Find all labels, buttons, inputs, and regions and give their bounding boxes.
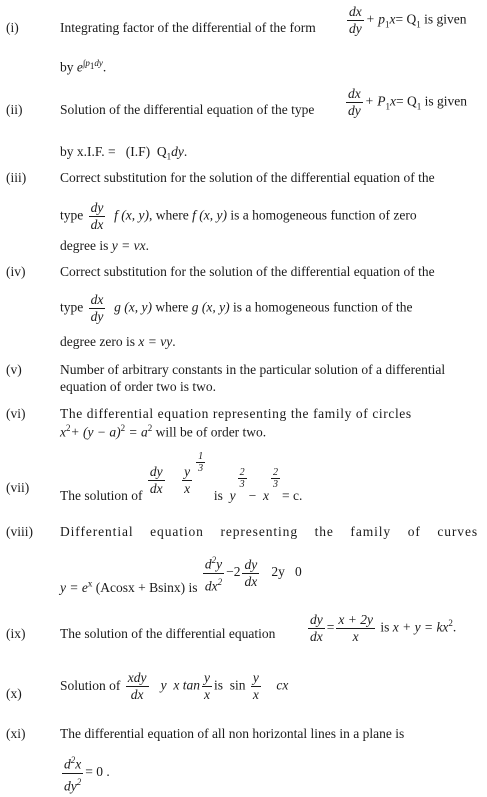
- fraction: $\frac{x + 2y}{x}$: [338, 612, 373, 644]
- fraction: $\frac{dy}{dx}$: [244, 556, 258, 589]
- statement-text: The solution of the differential equation: [60, 626, 276, 641]
- statement-text: $y = e^x$ (Acosx + Bsinx) is $\frac{d^2y}{dx^2}$ −2 $\frac{dy}{dx}$ 2y 0: [60, 552, 302, 594]
- statement-text: by $e^{\int p_1dy}$.: [60, 58, 107, 75]
- fraction: $\frac{dy}{dx}$: [90, 200, 104, 232]
- fraction: $\frac{dx}{dy}$: [349, 4, 362, 36]
- statement-text: $x^2+ (y - a)^2 = a^2$ will be of order two.: [60, 423, 267, 440]
- item-number: (v): [6, 362, 22, 377]
- formula: $\frac{dx}{dy}$ + $p_1x= Q_1$ is given: [349, 4, 467, 36]
- formula: $\frac{d^2x}{dy^2}$ = 0 .: [60, 752, 110, 794]
- statement-text: degree zero is x = vy.: [60, 334, 176, 349]
- statement-text: type $\frac{dx}{dy}$ g (x, y) where g (x, y) is a homogeneous function of the: [60, 292, 413, 324]
- fraction: $\frac{dx}{dy}$: [90, 292, 104, 324]
- statement-text: equation of order two is two.: [60, 379, 216, 394]
- fraction: $\frac{d^2y}{dx^2}$: [203, 552, 224, 594]
- fraction: $\frac{\text{xdy}}{dx}$: [127, 670, 147, 702]
- exponent-fraction: $\frac{1}{3}$: [198, 451, 204, 474]
- item-number: (vi): [6, 406, 26, 421]
- statement-text: by x.I.F. = (I.F) $Q_1dy$.: [60, 144, 188, 162]
- statement-text: Solution of $\frac{\text{xdy}}{dx}$ y x tan $\frac{y}{x}$ is sin $\frac{y}{x}$ cx: [60, 670, 289, 702]
- statement-text: Differential equation representing the family of curves: [60, 524, 478, 539]
- item-number: (vii): [6, 480, 30, 495]
- fraction: $\frac{dy}{dx}$: [310, 612, 323, 644]
- item-number: (i): [6, 20, 19, 35]
- fraction: $\frac{y}{x}$: [252, 670, 259, 702]
- fraction: $\frac{dy}{dx}$: [149, 464, 163, 496]
- fraction: $\frac{dx}{dy}$: [348, 86, 361, 118]
- statement-text: The differential equation of all non horizontal lines in a plane is: [60, 726, 405, 741]
- item-number: (xi): [6, 726, 26, 741]
- item-number: (ix): [6, 626, 26, 641]
- statement-text: The differential equation representing the family of circles: [60, 406, 412, 421]
- item-number: (x): [6, 686, 22, 701]
- fraction: $\frac{y}{x}$: [184, 464, 191, 496]
- item-number: (iii): [6, 170, 27, 185]
- item-number: (ii): [6, 102, 23, 117]
- statement-text: Integrating factor of the differential of the form: [60, 20, 316, 35]
- exponent-fraction: $\frac{2}{3}$: [239, 467, 245, 490]
- statement-text: The solution of $\frac{dy}{dx}$ $\frac{y}{x}$ $\frac{1}{3}$ is y $\frac{2}{3}$ − x $\frac{2}{3}$ = c.: [60, 451, 303, 503]
- fraction: $\frac{d^2x}{dy^2}$: [62, 752, 83, 794]
- statement-text: Correct substitution for the solution of the differential equation of the: [60, 264, 435, 279]
- statement-text: Correct substitution for the solution of the differential equation of the: [60, 170, 435, 185]
- statement-text: type $\frac{dy}{dx}$ f (x, y), where f (x, y) is a homogeneous function of zero: [60, 200, 417, 232]
- statement-text: Solution of the differential equation of the type: [60, 102, 315, 117]
- formula: $\frac{dy}{dx}$ = $\frac{x + 2y}{x}$ is $x + y = kx^2$.: [310, 612, 457, 644]
- statement-text: Number of arbitrary constants in the particular solution of a differential: [60, 362, 446, 377]
- item-number: (iv): [6, 264, 26, 279]
- item-number: (viii): [6, 524, 33, 539]
- statement-text: degree is y = vx.: [60, 238, 149, 253]
- formula: $\frac{dx}{dy}$ + $P_1x= Q_1$ is given: [348, 86, 467, 118]
- exponent-fraction: $\frac{2}{3}$: [273, 467, 279, 490]
- fraction: $\frac{y}{x}$: [204, 670, 210, 702]
